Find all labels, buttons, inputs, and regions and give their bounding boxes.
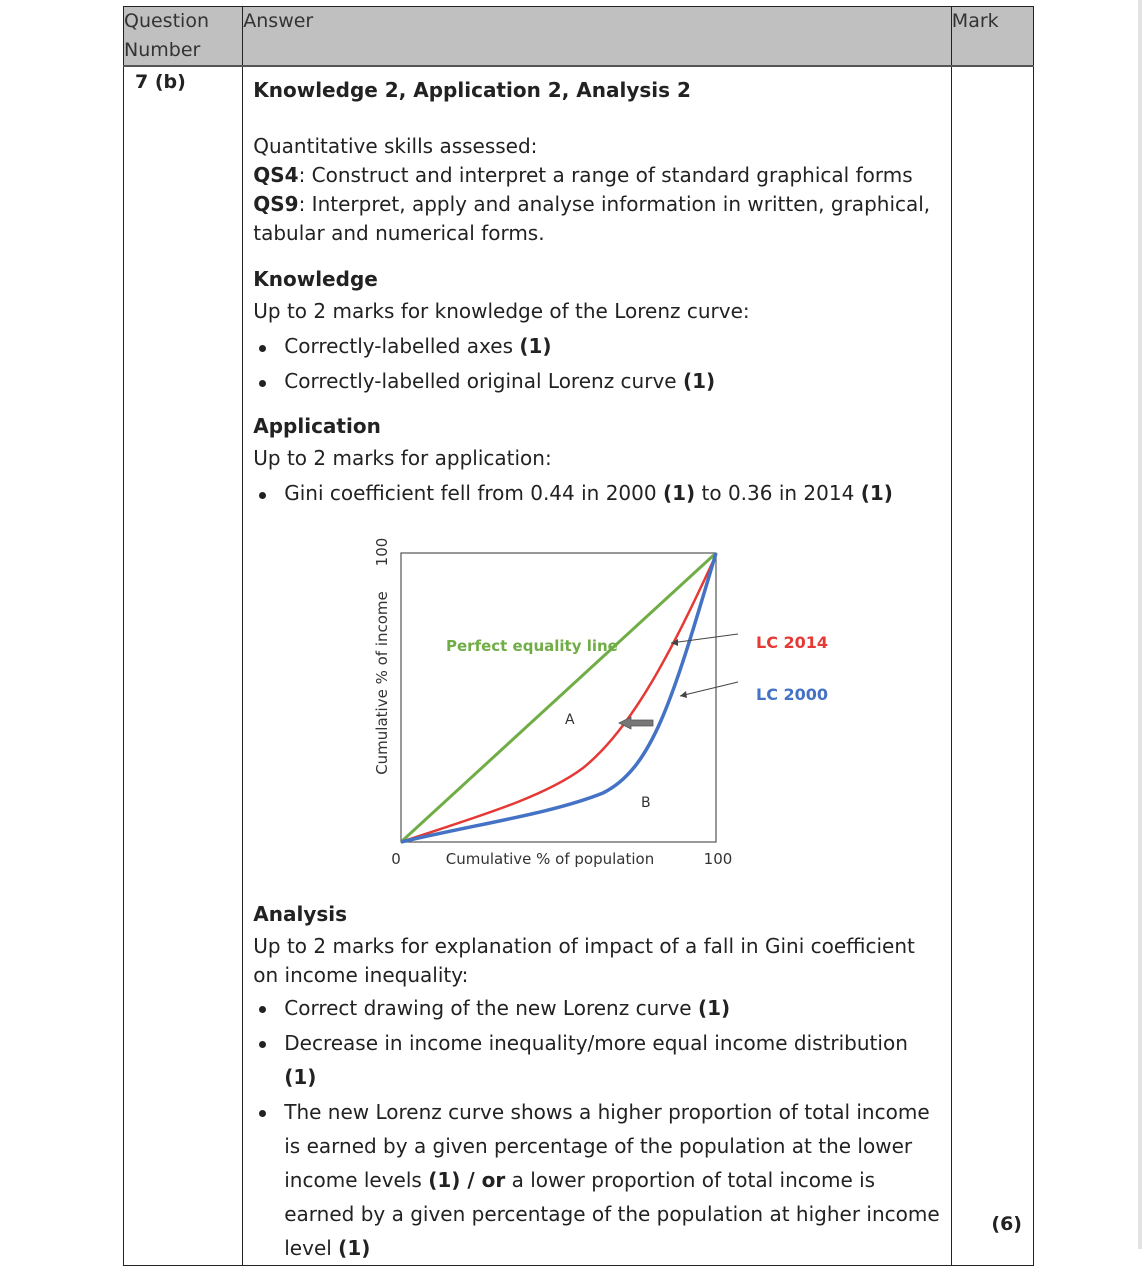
bullet-text: Correctly-labelled original Lorenz curve <box>284 369 683 393</box>
bullet-mark: (1) <box>697 996 731 1020</box>
bullet-mark: (1) / <box>428 1168 482 1192</box>
equality-line-label: Perfect equality line <box>446 637 619 655</box>
list-item <box>253 367 951 396</box>
bullet-or: or <box>481 1168 506 1192</box>
y-axis-label: Cumulative % of income <box>373 591 392 775</box>
knowledge-heading: Knowledge <box>253 267 378 291</box>
list-item <box>253 991 943 1025</box>
header-mark: Mark <box>951 7 1033 67</box>
bullet-text: Decrease in income inequality/more equal income distribution <box>284 1031 908 1055</box>
application-intro: Up to 2 marks for application: <box>253 446 552 470</box>
header-question-line1: Question <box>124 10 209 32</box>
page-edge <box>1138 0 1142 1249</box>
bullet-text: Correctly-labelled axes <box>284 334 520 358</box>
knowledge-intro: Up to 2 marks for knowledge of the Lorenz curve: <box>253 299 750 323</box>
knowledge-bullets <box>253 332 951 396</box>
header-question-line2: Number <box>124 39 201 61</box>
bullet-mark: (1) <box>860 481 893 505</box>
application-heading: Application <box>253 414 381 438</box>
bullet-text: a lower proportion of total income is earned by a given percentage of the population at higher income level <box>284 1168 940 1260</box>
bullet-mark: (1) <box>284 1065 317 1089</box>
bullet-text: Gini coefficient fell from 0.44 in 2000 <box>284 481 663 505</box>
x-axis-label: Cumulative % of population <box>446 850 655 868</box>
y-tick-100: 100 <box>373 537 392 567</box>
list-item <box>253 1095 943 1265</box>
lorenz-curve-chart <box>253 528 951 928</box>
bullet-mark: (1) <box>662 481 696 505</box>
quant-skills-intro: Quantitative skills assessed: <box>253 134 538 158</box>
area-a-label: A <box>565 712 575 728</box>
qs9-code: QS9 <box>253 192 299 216</box>
qs4-text: : Construct and interpret a range of standard graphical forms <box>298 163 913 187</box>
analysis-bullets <box>253 991 943 1265</box>
mark-total: (6) <box>991 1213 1022 1235</box>
question-number: 7 (b) <box>135 71 186 93</box>
bullet-text: Correct drawing of the new Lorenz curve <box>284 996 698 1020</box>
bullet-mark: (1) <box>519 334 552 358</box>
list-item <box>253 479 951 508</box>
qs4-code: QS4 <box>253 163 299 187</box>
bullet-mark: (1) <box>338 1236 371 1260</box>
marks-breakdown-title: Knowledge 2, Application 2, Analysis 2 <box>253 78 691 102</box>
table-header-row <box>124 7 1034 67</box>
list-item <box>253 332 951 361</box>
lc-2000-label: LC 2000 <box>756 685 829 704</box>
table-row <box>124 66 1034 1266</box>
question-number-cell <box>124 66 243 1266</box>
area-b-label: B <box>641 795 651 811</box>
bullet-mark: (1) <box>682 369 716 393</box>
mark-scheme-table <box>123 6 1034 1266</box>
bullet-text: to 0.36 in 2014 <box>695 481 861 505</box>
answer-cell <box>243 66 952 1266</box>
bullet-text: The new Lorenz curve shows a higher proportion of total income is earned by a given percentage of the population at the lower income levels <box>284 1100 930 1192</box>
analysis-heading: Analysis <box>253 902 348 926</box>
quant-skills-block <box>253 132 951 248</box>
quant-skill-qs4 <box>253 161 951 190</box>
application-bullets <box>253 479 951 508</box>
analysis-intro: Up to 2 marks for explanation of impact of a fall in Gini coefficient on income inequality: <box>253 934 915 987</box>
x-tick-100: 100 <box>703 850 733 868</box>
header-question-number <box>124 7 243 67</box>
quant-skill-qs9 <box>253 190 933 248</box>
x-tick-0: 0 <box>391 850 402 868</box>
list-item <box>253 1026 943 1094</box>
header-answer: Answer <box>243 7 952 67</box>
qs9-text: : Interpret, apply and analyse information in written, graphical, tabular and numerical forms. <box>253 192 931 245</box>
mark-cell <box>951 66 1033 1266</box>
lc-2014-label: LC 2014 <box>756 633 829 652</box>
lorenz-chart-svg <box>253 528 853 928</box>
